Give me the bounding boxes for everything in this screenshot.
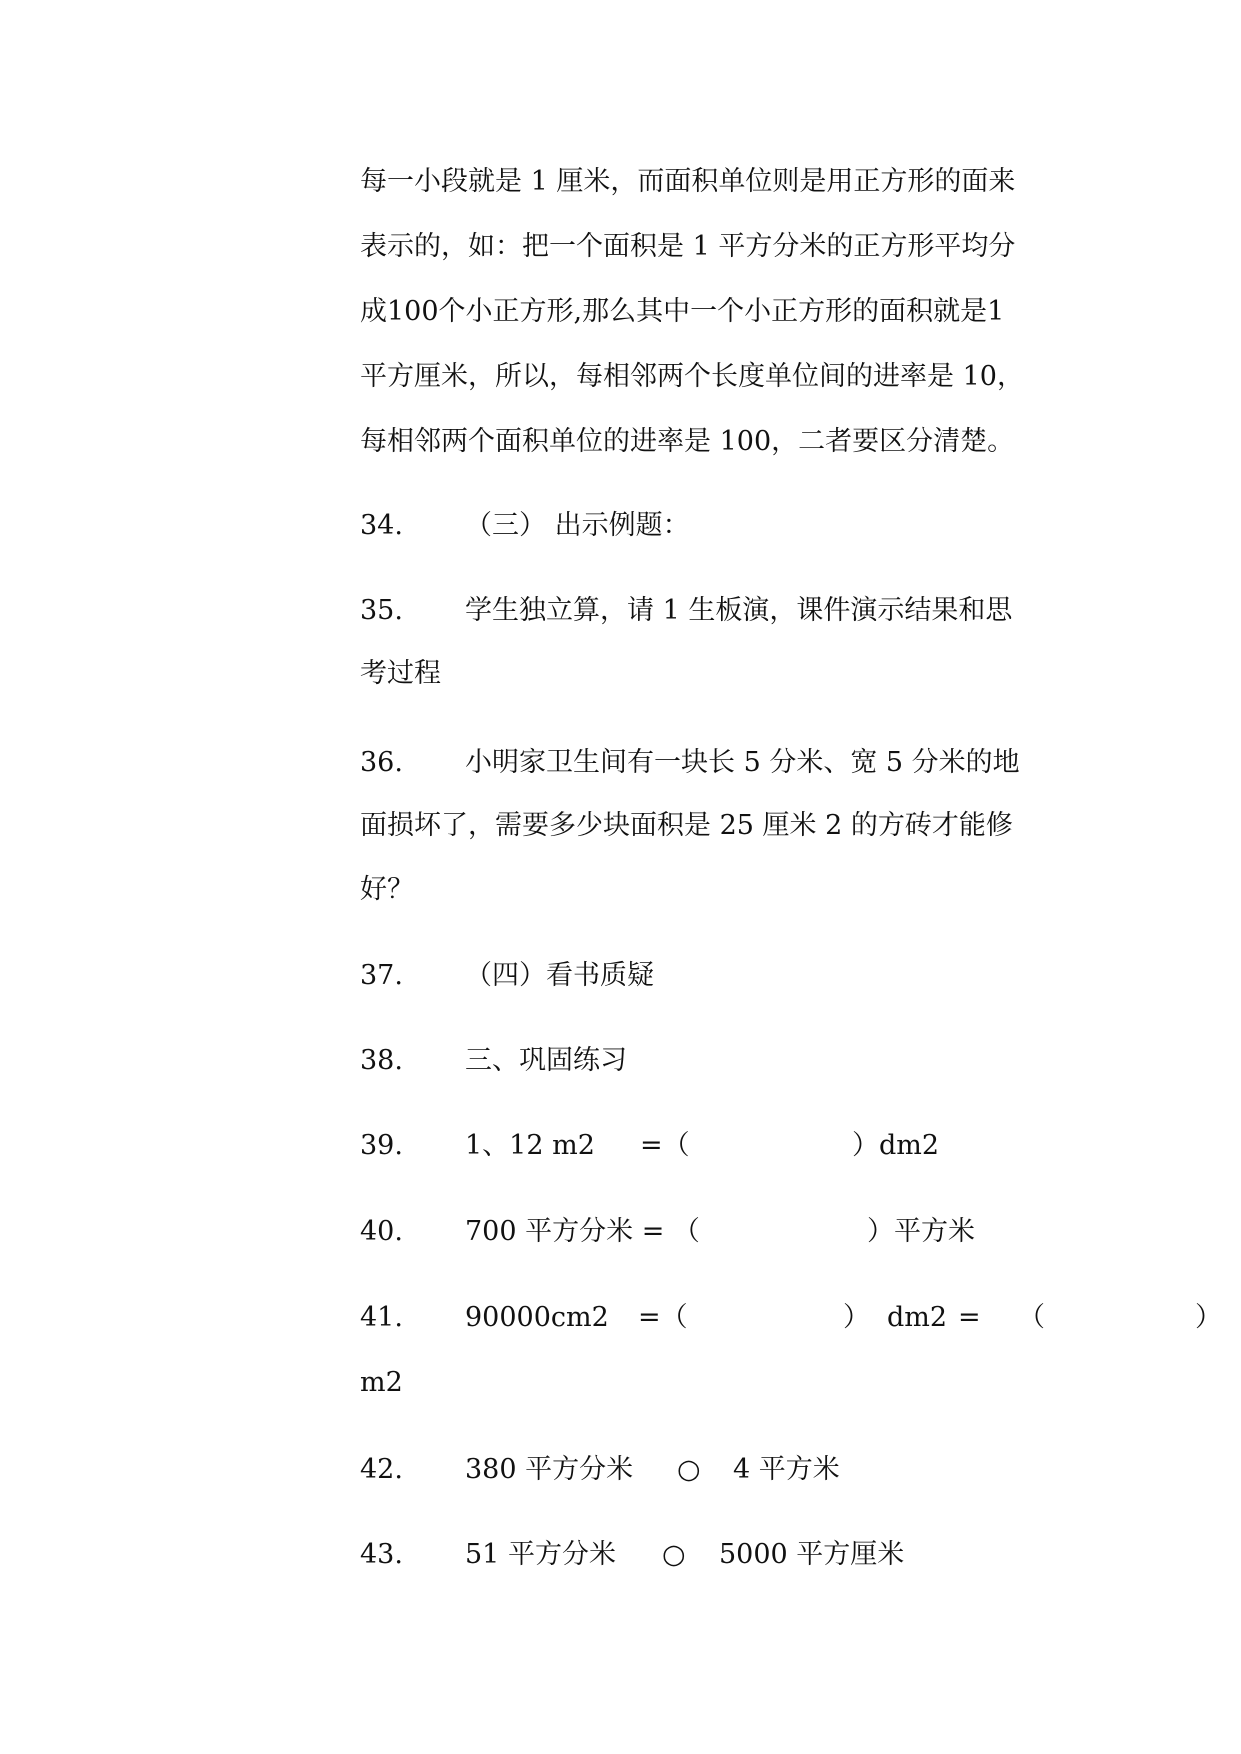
item-continuation: m2 xyxy=(360,1367,403,1398)
exercise-expression: 90000cm2 xyxy=(465,1302,609,1333)
item-number: 43. xyxy=(360,1539,403,1570)
item-text: 三、巩固练习 xyxy=(465,1045,627,1076)
item-number: 42. xyxy=(360,1454,403,1485)
paragraph-line: 表示的，如：把一个面积是 1 平方分米的正方形平均分 xyxy=(360,231,1016,262)
compare-right: 5000 平方厘米 xyxy=(719,1539,905,1570)
item-continuation: 面损坏了，需要多少块面积是 25 厘米 2 的方砖才能修 xyxy=(360,810,1013,841)
compare-right: 4 平方米 xyxy=(733,1454,840,1485)
item-text: 学生独立算，请 1 生板演，课件演示结果和思 xyxy=(465,595,1013,626)
exercise-expression: 1、12 m2 xyxy=(465,1130,595,1161)
exercise-close-paren: ） xyxy=(1195,1302,1222,1333)
item-text: （三） 出示例题： xyxy=(465,510,690,541)
item-number: 38. xyxy=(360,1045,403,1076)
item-number: 35. xyxy=(360,595,403,626)
exercise-equals-open: =（ xyxy=(638,1302,688,1333)
item-number: 40. xyxy=(360,1216,403,1247)
item-number: 37. xyxy=(360,960,403,991)
item-continuation: 考过程 xyxy=(360,658,441,689)
exercise-equals-open: =（ xyxy=(640,1130,690,1161)
paragraph-line: 成100个小正方形,那么其中一个小正方形的面积就是1 xyxy=(360,296,1005,327)
exercise-open-paren: （ xyxy=(1018,1302,1045,1333)
item-number: 39. xyxy=(360,1130,403,1161)
exercise-expression: 700 平方分米 = （ xyxy=(465,1216,700,1247)
paragraph-line: 平方厘米，所以，每相邻两个长度单位间的进率是 10， xyxy=(360,361,1024,392)
exercise-equals: = xyxy=(958,1302,981,1333)
paragraph-line: 每一小段就是 1 厘米，而面积单位则是用正方形的面来 xyxy=(360,166,1016,197)
item-text: （四）看书质疑 xyxy=(465,960,654,991)
item-text: 小明家卫生间有一块长 5 分米、宽 5 分米的地 xyxy=(465,747,1020,778)
item-number: 36. xyxy=(360,747,403,778)
item-number: 41. xyxy=(360,1302,403,1333)
paragraph-line: 每相邻两个面积单位的进率是 100，二者要区分清楚。 xyxy=(360,426,1015,457)
item-continuation: 好？ xyxy=(360,874,414,905)
exercise-close-unit: ）dm2 xyxy=(852,1130,940,1161)
item-number: 34. xyxy=(360,510,403,541)
compare-circle: ○ xyxy=(662,1539,686,1570)
compare-left: 51 平方分米 xyxy=(465,1539,616,1570)
compare-left: 380 平方分米 xyxy=(465,1454,634,1485)
exercise-close-paren: ） xyxy=(843,1302,870,1333)
compare-circle: ○ xyxy=(677,1454,701,1485)
exercise-close-unit: ）平方米 xyxy=(867,1216,975,1247)
exercise-unit: dm2 xyxy=(887,1302,948,1333)
